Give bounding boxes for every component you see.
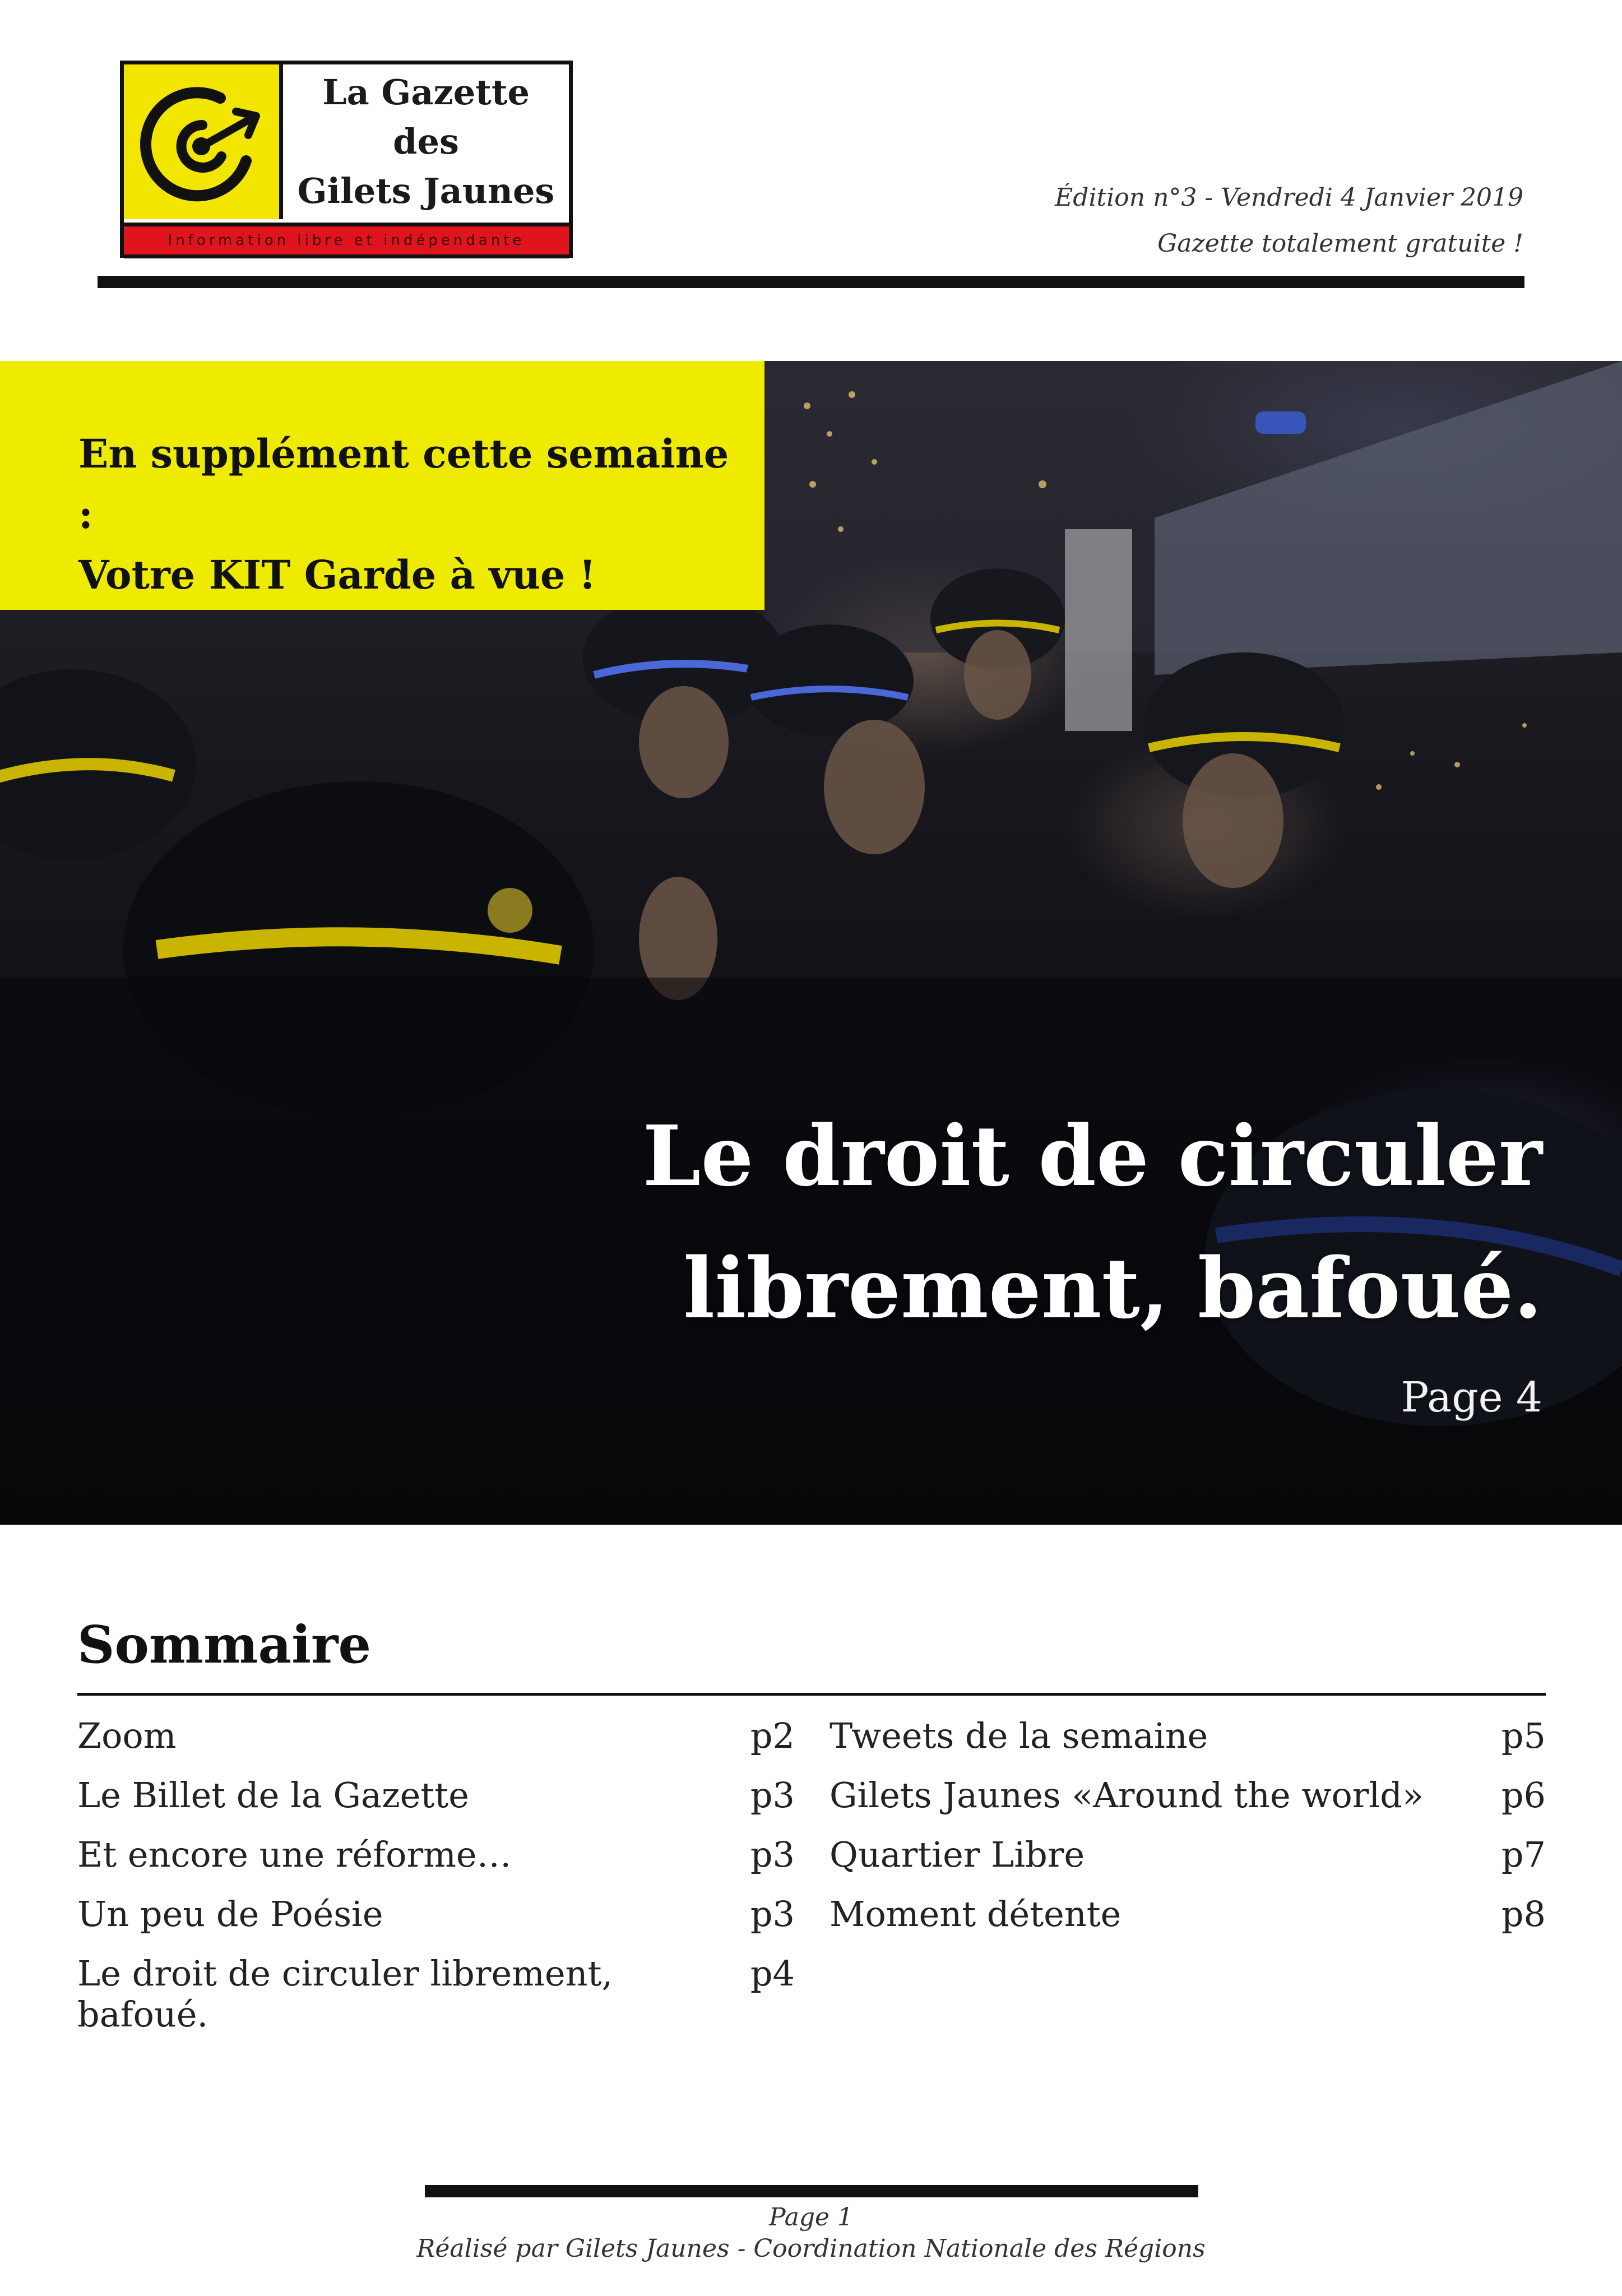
edition-info: [963, 175, 1523, 267]
toc-item: [829, 1775, 1546, 1834]
toc-item: [77, 1953, 795, 2035]
hero-headline-line2: librement, bafoué.: [683, 1239, 1542, 1337]
toc-item: [77, 1715, 795, 1775]
toc-item-label: Le droit de circuler librement, bafoué.: [77, 1953, 613, 2035]
toc-item: [829, 1834, 1546, 1894]
supplement-line1: En supplément cette semaine :: [78, 430, 729, 538]
footer-divider: [425, 2185, 1198, 2197]
footer-credit: Réalisé par Gilets Jaunes - Coordination Nationale des Régions: [416, 2234, 1206, 2263]
toc-item-label: Un peu de Poésie: [77, 1894, 383, 1934]
toc-item-page: p3: [750, 1775, 795, 1816]
gazette-logo: [120, 61, 573, 258]
header-divider: [98, 276, 1524, 288]
gazette-title-line2: Gilets Jaunes: [297, 170, 555, 211]
toc-item-page: p5: [1501, 1715, 1546, 1756]
edition-date: Édition n°3 - Vendredi 4 Janvier 2019: [1055, 183, 1523, 212]
supplement-line2: Votre KIT Garde à vue !: [78, 552, 596, 598]
edition-free-note: Gazette totalement gratuite !: [1157, 229, 1523, 258]
sommaire-divider: [77, 1693, 1546, 1696]
logo-emblem-icon: [124, 64, 283, 219]
toc-item-page: p2: [750, 1715, 795, 1756]
sommaire-title: Sommaire: [77, 1614, 372, 1675]
toc-item-label: Moment détente: [829, 1894, 1122, 1934]
footer-page-number: Page 1: [768, 2203, 854, 2232]
toc-item-page: p8: [1501, 1894, 1546, 1934]
gazette-title-line1: La Gazette des: [322, 72, 530, 162]
toc-item: [829, 1894, 1546, 1953]
sommaire-right-column: [829, 1715, 1546, 1953]
toc-item-label: Zoom: [77, 1715, 177, 1756]
toc-item-page: p3: [750, 1894, 795, 1934]
toc-item: [829, 1715, 1546, 1775]
gazette-title: [283, 64, 569, 219]
hero-section: [0, 361, 1622, 1525]
toc-item-label: Gilets Jaunes «Around the world»: [829, 1775, 1424, 1816]
toc-item-label: Quartier Libre: [829, 1834, 1085, 1875]
toc-item: [77, 1775, 795, 1834]
toc-item-page: p3: [750, 1834, 795, 1875]
supplement-banner: [0, 361, 764, 610]
gazette-tagline: Information libre et indépendante: [124, 223, 569, 258]
hero-headline: [590, 1090, 1542, 1354]
toc-item-page: p7: [1501, 1834, 1546, 1875]
toc-item-label: Tweets de la semaine: [829, 1715, 1208, 1756]
sommaire-left-column: [77, 1715, 795, 2035]
toc-item: [77, 1894, 795, 1953]
toc-item-page: p4: [750, 1953, 795, 1994]
hero-page-ref: Page 4: [1401, 1373, 1542, 1422]
toc-item: [77, 1834, 795, 1894]
toc-item-label: Le Billet de la Gazette: [77, 1775, 469, 1816]
toc-item-label: Et encore une réforme…: [77, 1834, 512, 1875]
toc-item-page: p6: [1501, 1775, 1546, 1816]
hero-headline-line1: Le droit de circuler: [642, 1107, 1542, 1205]
